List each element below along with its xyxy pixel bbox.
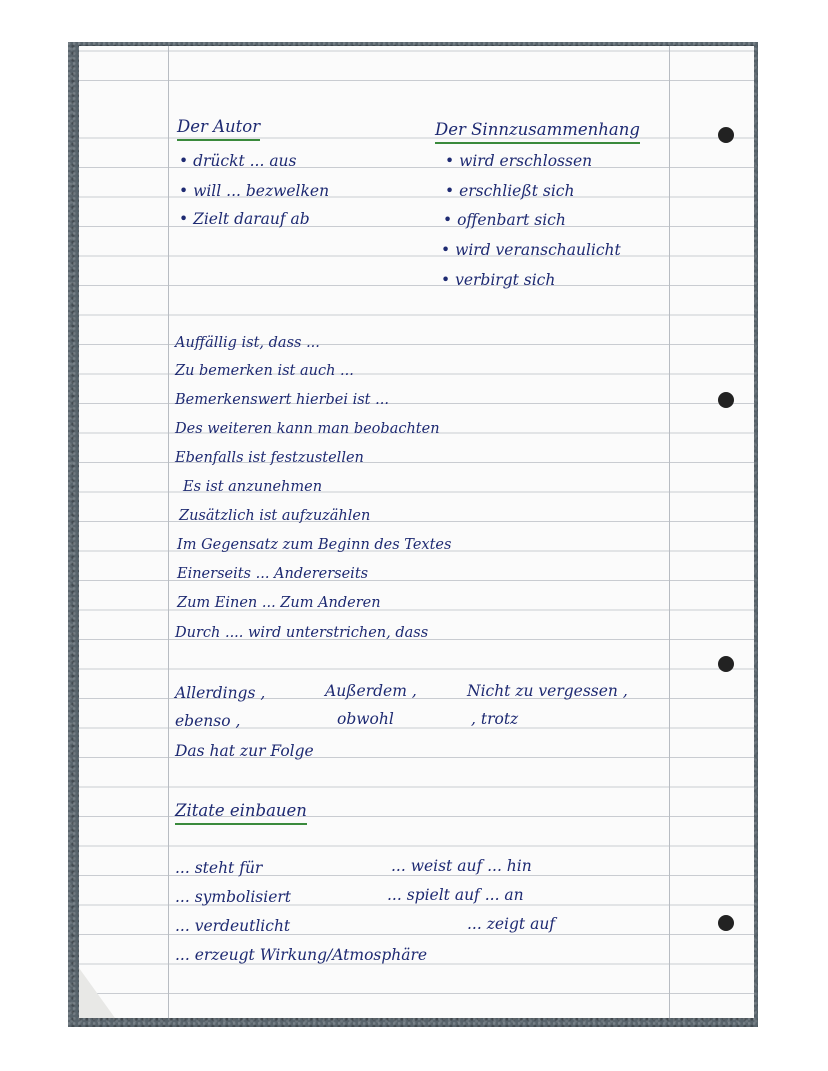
author-item: • will ... bezwelken — [179, 182, 330, 200]
phrase-line: Durch .... wird unterstrichen, dass — [175, 625, 429, 641]
connector-word: obwohl — [337, 710, 394, 728]
connector-word: Nicht zu vergessen , — [467, 682, 628, 700]
phrase-line: Zum Einen ... Zum Anderen — [177, 595, 381, 611]
punch-hole-icon — [718, 392, 734, 408]
context-heading: Der Sinnzusammenhang — [435, 122, 640, 144]
phrase-line: Ebenfalls ist festzustellen — [175, 450, 364, 466]
page-curl — [79, 968, 115, 1018]
phrase-line: Auffällig ist, dass ... — [175, 335, 320, 351]
phrase-line: Zusätzlich ist aufzuzählen — [179, 508, 371, 524]
punch-hole-icon — [718, 915, 734, 931]
quote-phrase: ... zeigt auf — [467, 915, 556, 933]
author-item: • Zielt darauf ab — [179, 210, 310, 228]
punch-hole-icon — [718, 656, 734, 672]
phrase-line: Des weiteren kann man beobachten — [175, 421, 440, 437]
connector-word: Allerdings , — [175, 684, 266, 702]
phrase-line: Einerseits ... Andererseits — [177, 566, 369, 582]
punch-hole-icon — [718, 127, 734, 143]
phrase-line: Im Gegensatz zum Beginn des Textes — [177, 537, 452, 553]
context-item: • verbirgt sich — [441, 271, 556, 289]
notebook-page — [79, 46, 754, 1018]
quote-phrase: ... erzeugt Wirkung/Atmosphäre — [175, 946, 428, 964]
phrase-line: Zu bemerken ist auch ... — [175, 363, 354, 379]
author-heading: Der Autor — [177, 119, 260, 141]
connector-word: ebenso , — [175, 712, 241, 730]
quote-phrase: ... verdeutlicht — [175, 917, 291, 935]
quote-phrase: ... symbolisiert — [175, 888, 292, 906]
connector-word: Außerdem , — [325, 682, 417, 700]
quote-phrase: ... steht für — [175, 859, 263, 877]
context-item: • wird erschlossen — [445, 152, 593, 170]
author-item: • drückt ... aus — [179, 152, 297, 170]
quotes-heading: Zitate einbauen — [175, 803, 307, 825]
connector-word: , trotz — [471, 710, 519, 728]
quote-phrase: ... weist auf ... hin — [391, 857, 532, 875]
right-margin-line — [669, 46, 670, 1018]
quote-phrase: ... spielt auf ... an — [387, 886, 524, 904]
phrase-line: Es ist anzunehmen — [183, 479, 323, 495]
context-item: • erschließt sich — [445, 182, 575, 200]
phrase-line: Bemerkenswert hierbei ist ... — [175, 392, 389, 408]
connector-phrase: Das hat zur Folge — [175, 742, 314, 760]
context-item: • offenbart sich — [443, 211, 566, 229]
context-item: • wird veranschaulicht — [441, 241, 621, 259]
left-margin-line — [168, 46, 169, 1018]
